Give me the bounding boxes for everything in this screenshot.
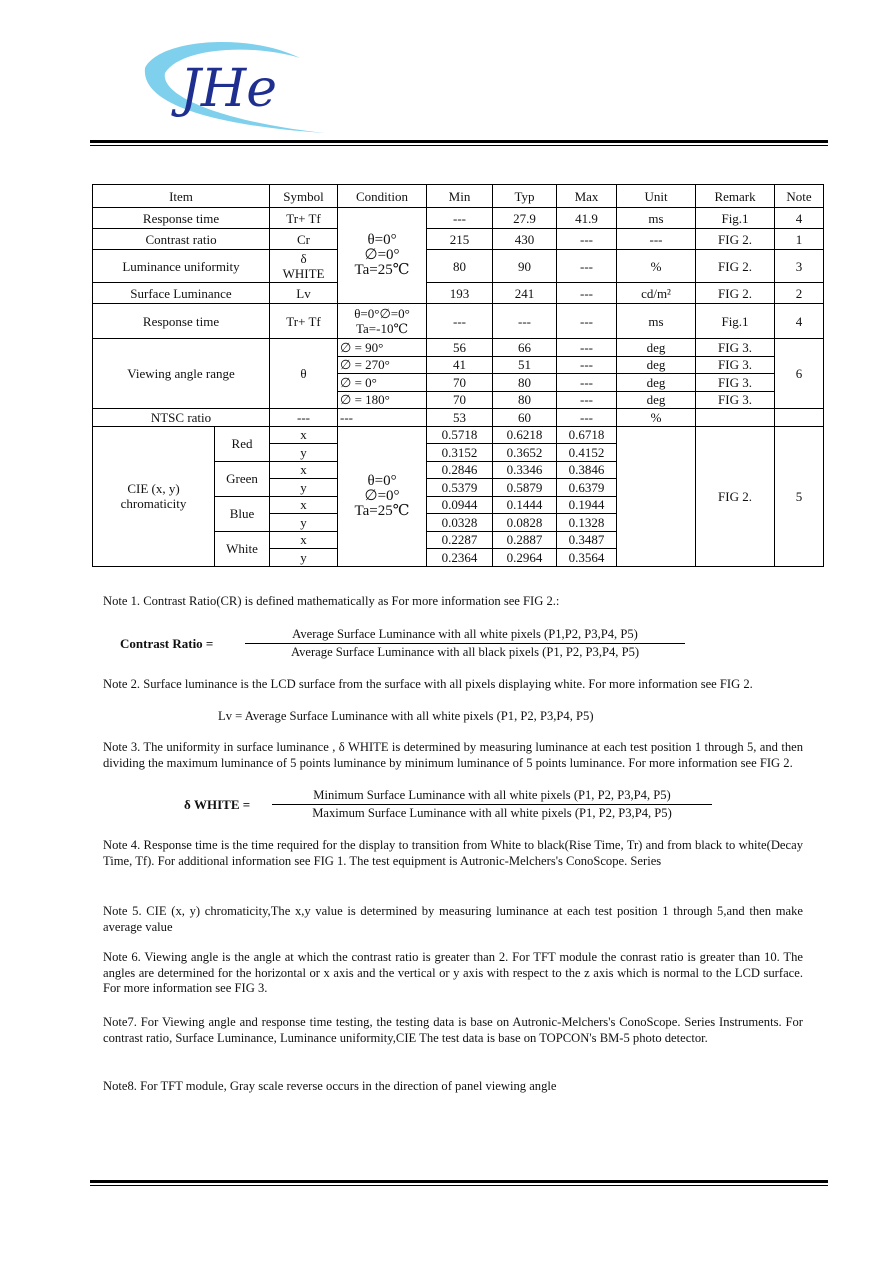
- min-cell: 0.2287: [427, 531, 493, 549]
- typ-cell: 0.6218: [493, 426, 557, 444]
- logo-text: JHe: [180, 59, 277, 119]
- note-cell: [775, 409, 824, 427]
- axis-cell: x: [270, 426, 338, 444]
- max-cell: ---: [557, 304, 617, 339]
- remark-cell: FIG 2.: [696, 229, 775, 250]
- min-cell: 70: [427, 374, 493, 392]
- max-cell: ---: [557, 283, 617, 304]
- contrast-ratio-label: Contrast Ratio =: [120, 636, 214, 651]
- min-cell: 0.5379: [427, 479, 493, 497]
- item-cell: Contrast ratio: [93, 229, 270, 250]
- item-cell: NTSC ratio: [93, 409, 270, 427]
- footer-rule-thin: [90, 1185, 828, 1186]
- symbol-cell: Tr+ Tf: [270, 304, 338, 339]
- delta-white-fraction: [272, 788, 712, 821]
- item-cell: Luminance uniformity: [93, 250, 270, 283]
- header-rule-thin: [90, 145, 828, 146]
- contrast-ratio-numerator: Average Surface Luminance with all white pixels (P1,P2, P3,P4, P5): [245, 627, 685, 644]
- min-cell: 70: [427, 391, 493, 409]
- note-cell: 4: [775, 304, 824, 339]
- min-cell: 56: [427, 339, 493, 357]
- typ-cell: 66: [493, 339, 557, 357]
- header-note: Note: [775, 185, 824, 208]
- max-cell: 0.6718: [557, 426, 617, 444]
- min-cell: 0.2364: [427, 549, 493, 567]
- remark-cell: FIG 2.: [696, 250, 775, 283]
- header-rule: [90, 140, 828, 143]
- max-cell: 0.4152: [557, 444, 617, 462]
- min-cell: 0.0944: [427, 496, 493, 514]
- condition-cell: θ=0° ∅=0° Ta=25℃: [338, 208, 427, 304]
- condition-cell: ∅ = 90°: [338, 339, 427, 357]
- remark-cell: FIG 3.: [696, 374, 775, 392]
- min-cell: 41: [427, 356, 493, 374]
- axis-cell: x: [270, 496, 338, 514]
- note-cell: 5: [775, 426, 824, 566]
- company-logo: [140, 28, 330, 138]
- color-cell: Red: [215, 426, 270, 461]
- axis-cell: x: [270, 531, 338, 549]
- max-cell: 0.1944: [557, 496, 617, 514]
- table-row: [93, 426, 824, 444]
- table-row: [93, 339, 824, 357]
- min-cell: ---: [427, 304, 493, 339]
- max-cell: ---: [557, 374, 617, 392]
- max-cell: ---: [557, 229, 617, 250]
- typ-cell: 241: [493, 283, 557, 304]
- typ-cell: 0.0828: [493, 514, 557, 532]
- remark-cell: FIG 3.: [696, 356, 775, 374]
- remark-cell: Fig.1: [696, 208, 775, 229]
- item-cell: CIE (x, y) chromaticity: [93, 426, 215, 566]
- max-cell: ---: [557, 409, 617, 427]
- min-cell: 193: [427, 283, 493, 304]
- max-cell: 0.1328: [557, 514, 617, 532]
- max-cell: ---: [557, 339, 617, 357]
- item-cell: Response time: [93, 304, 270, 339]
- delta-white-label: δ WHITE =: [184, 797, 251, 812]
- delta-white-numerator: Minimum Surface Luminance with all white pixels (P1, P2, P3,P4, P5): [272, 788, 712, 805]
- note-cell: 4: [775, 208, 824, 229]
- table-row: [93, 229, 824, 250]
- unit-cell: %: [617, 409, 696, 427]
- spec-table: [92, 184, 824, 567]
- typ-cell: 0.5879: [493, 479, 557, 497]
- typ-cell: 430: [493, 229, 557, 250]
- typ-cell: 0.1444: [493, 496, 557, 514]
- header-remark: Remark: [696, 185, 775, 208]
- color-cell: Blue: [215, 496, 270, 531]
- color-cell: White: [215, 531, 270, 566]
- axis-cell: y: [270, 514, 338, 532]
- note-6: Note 6. Viewing angle is the angle at which the contrast ratio is greater than 2. For TFT module the conrast ratio is greater than 10. The angles are determined for the horizontal or x axis and the vertical or y axis with respect to the z axis which is normal to the LCD surface. For more information see FIG 3.: [103, 950, 803, 995]
- item-cell: Response time: [93, 208, 270, 229]
- min-cell: 0.0328: [427, 514, 493, 532]
- surface-luminance-formula: Lv = Average Surface Luminance with all white pixels (P1, P2, P3,P4, P5): [218, 709, 594, 723]
- unit-cell: deg: [617, 356, 696, 374]
- note-cell: 1: [775, 229, 824, 250]
- typ-cell: 80: [493, 374, 557, 392]
- unit-cell: ---: [617, 229, 696, 250]
- note-cell: 3: [775, 250, 824, 283]
- table-row: [93, 208, 824, 229]
- note-8: Note8. For TFT module, Gray scale reverse occurs in the direction of panel viewing angle: [103, 1079, 557, 1093]
- header-min: Min: [427, 185, 493, 208]
- typ-cell: 90: [493, 250, 557, 283]
- color-cell: Green: [215, 461, 270, 496]
- typ-cell: 51: [493, 356, 557, 374]
- header-symbol: Symbol: [270, 185, 338, 208]
- symbol-cell: Tr+ Tf: [270, 208, 338, 229]
- header-condition: Condition: [338, 185, 427, 208]
- min-cell: 0.5718: [427, 426, 493, 444]
- header-unit: Unit: [617, 185, 696, 208]
- unit-cell: ms: [617, 304, 696, 339]
- unit-cell: %: [617, 250, 696, 283]
- symbol-cell: θ: [270, 339, 338, 409]
- remark-cell: FIG 3.: [696, 391, 775, 409]
- min-cell: 0.3152: [427, 444, 493, 462]
- unit-cell: ms: [617, 208, 696, 229]
- note-7: Note7. For Viewing angle and response time testing, the testing data is base on Autronic-Melchers's ConoScope. Series Instruments. For contrast ratio, Surface Luminance, Luminance uniformity,CIE The test data is base on TOPCON's BM-5 photo detector.: [103, 1015, 803, 1045]
- header-item: Item: [93, 185, 270, 208]
- condition-cell: ∅ = 180°: [338, 391, 427, 409]
- typ-cell: 80: [493, 391, 557, 409]
- min-cell: ---: [427, 208, 493, 229]
- symbol-cell: δ WHITE: [270, 250, 338, 283]
- typ-cell: 0.2887: [493, 531, 557, 549]
- min-cell: 80: [427, 250, 493, 283]
- symbol-cell: Lv: [270, 283, 338, 304]
- max-cell: ---: [557, 391, 617, 409]
- unit-cell: deg: [617, 374, 696, 392]
- min-cell: 53: [427, 409, 493, 427]
- symbol-cell: ---: [270, 409, 338, 427]
- note-2: Note 2. Surface luminance is the LCD surface from the surface with all pixels displaying white. For more information see FIG 2.: [103, 677, 753, 691]
- remark-cell: FIG 3.: [696, 339, 775, 357]
- unit-cell: [617, 426, 696, 566]
- remark-cell: [696, 409, 775, 427]
- delta-white-denominator: Maximum Surface Luminance with all white pixels (P1, P2, P3,P4, P5): [312, 806, 672, 820]
- contrast-ratio-denominator: Average Surface Luminance with all black pixels (P1, P2, P3,P4, P5): [290, 645, 640, 659]
- header-typ: Typ: [493, 185, 557, 208]
- note-cell: 6: [775, 339, 824, 409]
- condition-cell: ---: [338, 409, 427, 427]
- table-row: [93, 250, 824, 283]
- axis-cell: x: [270, 461, 338, 479]
- item-cell: Viewing angle range: [93, 339, 270, 409]
- max-cell: 0.6379: [557, 479, 617, 497]
- condition-cell: θ=0°∅=0° Ta=-10℃: [338, 304, 427, 339]
- footer-rule: [90, 1180, 828, 1183]
- note-4: Note 4. Response time is the time required for the display to transition from White to black(Rise Time, Tr) and from black to white(Decay Time, Tf). For additional information see FIG 1. The test equipment is Autronic-Melchers's ConoScope. Series: [103, 838, 803, 868]
- contrast-ratio-fraction: [245, 627, 685, 660]
- typ-cell: 0.3652: [493, 444, 557, 462]
- min-cell: 215: [427, 229, 493, 250]
- max-cell: 0.3487: [557, 531, 617, 549]
- condition-cell: ∅ = 270°: [338, 356, 427, 374]
- remark-cell: FIG 2.: [696, 283, 775, 304]
- axis-cell: y: [270, 549, 338, 567]
- symbol-cell: Cr: [270, 229, 338, 250]
- note-cell: 2: [775, 283, 824, 304]
- typ-cell: 0.3346: [493, 461, 557, 479]
- note-3: Note 3. The uniformity in surface luminance , δ WHITE is determined by measuring luminance at each test position 1 through 5, and then dividing the maximum luminance of 5 points luminance by minimum luminance of 5 points luminance. For more information see FIG 2.: [103, 740, 803, 770]
- typ-cell: ---: [493, 304, 557, 339]
- max-cell: 0.3846: [557, 461, 617, 479]
- max-cell: 41.9: [557, 208, 617, 229]
- item-cell: Surface Luminance: [93, 283, 270, 304]
- typ-cell: 0.2964: [493, 549, 557, 567]
- min-cell: 0.2846: [427, 461, 493, 479]
- unit-cell: deg: [617, 391, 696, 409]
- typ-cell: 60: [493, 409, 557, 427]
- note-5: Note 5. CIE (x, y) chromaticity,The x,y value is determined by measuring luminance at each test position 1 through 5,and then make average value: [103, 904, 803, 934]
- max-cell: ---: [557, 250, 617, 283]
- remark-cell: Fig.1: [696, 304, 775, 339]
- table-row: [93, 283, 824, 304]
- table-row: [93, 304, 824, 339]
- remark-cell: FIG 2.: [696, 426, 775, 566]
- condition-cell: θ=0° ∅=0° Ta=25℃: [338, 426, 427, 566]
- max-cell: 0.3564: [557, 549, 617, 567]
- header-max: Max: [557, 185, 617, 208]
- condition-cell: ∅ = 0°: [338, 374, 427, 392]
- max-cell: ---: [557, 356, 617, 374]
- axis-cell: y: [270, 444, 338, 462]
- header-row: [93, 185, 824, 208]
- unit-cell: cd/m²: [617, 283, 696, 304]
- note-1: Note 1. Contrast Ratio(CR) is defined mathematically as For more information see FIG 2.:: [103, 594, 560, 608]
- unit-cell: deg: [617, 339, 696, 357]
- typ-cell: 27.9: [493, 208, 557, 229]
- table-row: [93, 409, 824, 427]
- axis-cell: y: [270, 479, 338, 497]
